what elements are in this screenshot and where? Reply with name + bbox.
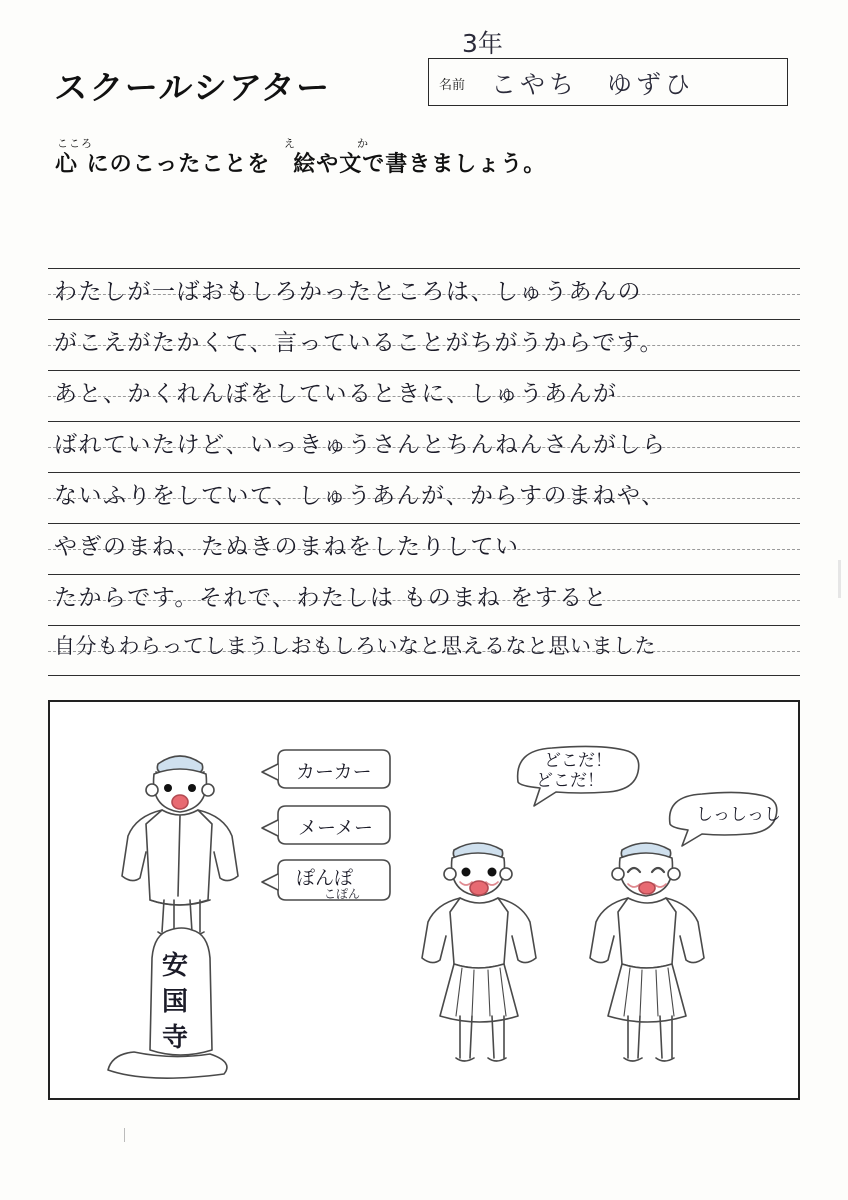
grade-value: 3年 (462, 29, 503, 58)
essay-line-text: やぎのまね、たぬきのまねをしたりしてい (54, 534, 520, 560)
bubble-text-kaakaa: カーカー (296, 761, 372, 783)
essay-line (48, 625, 800, 676)
page-title: スクールシアター (53, 68, 333, 107)
monk-figure (122, 756, 238, 935)
essay-writing-area (48, 268, 800, 678)
bubble-text-ponpoko: ぽんぽ (296, 867, 354, 889)
essay-line (48, 319, 800, 370)
bubble-text-dokoda-1: どこだ！ (544, 751, 612, 771)
furigana-e: え (284, 137, 296, 150)
bubble-text-shisshish: しっしっし (696, 805, 781, 825)
essay-line-text: わたしが一ばおもしろかったところは、しゅうあんの (54, 279, 642, 305)
monument-text-1: 安 (162, 951, 189, 981)
essay-line (48, 268, 800, 319)
name-field-box[interactable] (428, 58, 788, 106)
furigana-ka: か (357, 137, 369, 150)
essay-line (48, 523, 800, 574)
essay-line-text: ばれていたけど、いっきゅうさんとちんねんさんがしら (54, 432, 667, 458)
essay-line-text: ないふりをしていて、しゅうあんが、からすのまねや、 (54, 483, 666, 509)
essay-line (48, 421, 800, 472)
furigana-kokoro: こころ (57, 137, 93, 150)
essay-line-text: たからです。それで、わたしは ものまね をすると (54, 585, 609, 611)
drawing-svg (50, 702, 798, 1098)
bubble-text-meemee: メーメー (298, 817, 374, 839)
monument-text-3: 寺 (162, 1023, 189, 1053)
essay-line (48, 574, 800, 625)
instruction-block (55, 135, 655, 175)
monument-text-2: 国 (162, 987, 189, 1017)
essay-line-text: あと、かくれんぼをしているときに、しゅうあんが (54, 381, 618, 407)
child-center-figure (422, 843, 536, 1061)
essay-line-text: がこえがたかくて、言っていることがちがうからです。 (54, 330, 664, 356)
page-corner-mark (124, 1128, 125, 1142)
bubble-text-dokoda-2: どこだ！ (536, 771, 604, 791)
instruction-text: 心 にのこったことを 絵や文で書きましょう。 (55, 152, 547, 177)
name-field-label: 名前 (439, 78, 466, 93)
bubble-text-ponpoko-small: こぽん (324, 887, 361, 901)
drawing-area (48, 700, 800, 1100)
page-edge-mark (838, 560, 841, 598)
name-field-value: こやち ゆずひ (491, 70, 695, 99)
child-right-figure (590, 843, 704, 1061)
essay-line-text: 自分もわらってしまうしおもしろいなと思えるなと思いました (54, 634, 656, 658)
essay-line (48, 370, 800, 421)
essay-line (48, 472, 800, 523)
